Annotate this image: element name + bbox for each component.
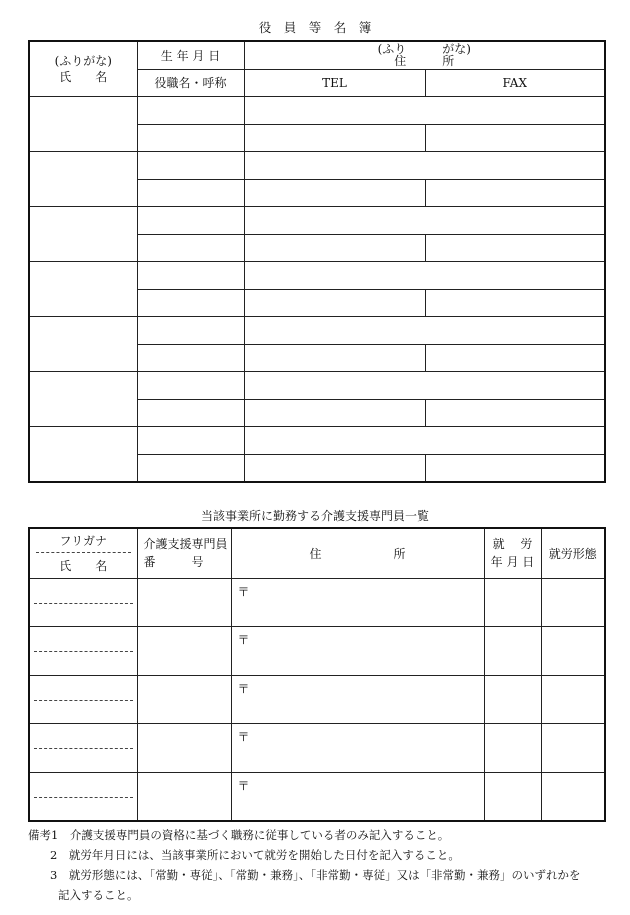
postal-mark-icon: 〒 bbox=[237, 681, 250, 696]
staff-name-cell[interactable] bbox=[29, 675, 137, 724]
header-address: 住 所 bbox=[394, 54, 455, 69]
note-1: 備考1 介護支援専門員の資格に基づく職務に従事している者のみ記入すること。 bbox=[28, 828, 450, 842]
officer-name-cell[interactable] bbox=[29, 317, 137, 372]
header-furigana-cell bbox=[29, 528, 137, 578]
officer-address-cell[interactable] bbox=[244, 427, 605, 455]
staff-name-cell[interactable] bbox=[29, 724, 137, 773]
staff-cm-number-cell[interactable] bbox=[137, 675, 231, 724]
officer-position-cell[interactable] bbox=[137, 289, 244, 317]
officer-birthdate-cell[interactable] bbox=[137, 317, 244, 345]
officer-position-cell[interactable] bbox=[137, 124, 244, 152]
officer-tel-cell[interactable] bbox=[244, 344, 425, 372]
officer-position-cell[interactable] bbox=[137, 454, 244, 482]
staff-employment-cell[interactable] bbox=[541, 724, 605, 773]
staff-name-cell[interactable] bbox=[29, 578, 137, 627]
furigana-divider bbox=[34, 724, 133, 749]
staff-address-cell[interactable] bbox=[231, 675, 484, 724]
staff-cm-number-cell[interactable] bbox=[137, 724, 231, 773]
officer-address-cell[interactable] bbox=[244, 262, 605, 290]
officer-name-cell[interactable] bbox=[29, 97, 137, 152]
officer-name-cell[interactable] bbox=[29, 262, 137, 317]
header-fax: FAX bbox=[425, 69, 605, 97]
officer-birthdate-cell[interactable] bbox=[137, 372, 244, 400]
officer-address-cell[interactable] bbox=[244, 372, 605, 400]
header-cm-line1: 介護支援専門員 bbox=[143, 537, 228, 552]
furigana-divider bbox=[34, 773, 133, 798]
officer-birthdate-cell[interactable] bbox=[137, 427, 244, 455]
staff-employment-cell[interactable] bbox=[541, 627, 605, 676]
officer-name-cell[interactable] bbox=[29, 152, 137, 207]
header-name-cell bbox=[29, 41, 137, 97]
officer-tel-cell[interactable] bbox=[244, 289, 425, 317]
header-cm-line2: 番 号 bbox=[143, 555, 204, 570]
postal-mark-icon: 〒 bbox=[237, 633, 250, 647]
header-position: 役職名・呼称 bbox=[137, 69, 244, 97]
officer-position-cell[interactable] bbox=[137, 344, 244, 372]
staff-cm-number-cell[interactable] bbox=[137, 627, 231, 676]
officers-table-title: 役 員 等 名 簿 bbox=[258, 20, 372, 35]
header-start-line1: 就 労 bbox=[492, 537, 533, 552]
note-3-cont: 記入すること。 bbox=[58, 888, 139, 902]
officer-fax-cell[interactable] bbox=[425, 234, 605, 262]
staff-address-cell[interactable] bbox=[231, 772, 484, 821]
officer-address-cell[interactable] bbox=[244, 207, 605, 235]
staff-name-cell[interactable] bbox=[29, 627, 137, 676]
staff-name-cell[interactable] bbox=[29, 772, 137, 821]
officer-name-cell[interactable] bbox=[29, 427, 137, 483]
officer-position-cell[interactable] bbox=[137, 179, 244, 207]
staff-start-date-cell[interactable] bbox=[484, 772, 541, 821]
postal-mark-icon: 〒 bbox=[237, 730, 250, 744]
staff-cm-number-cell[interactable] bbox=[137, 578, 231, 627]
officer-name-cell[interactable] bbox=[29, 207, 137, 262]
header-address-cell bbox=[244, 41, 605, 69]
officer-tel-cell[interactable] bbox=[244, 179, 425, 207]
staff-start-date-cell[interactable] bbox=[484, 578, 541, 627]
officer-fax-cell[interactable] bbox=[425, 344, 605, 372]
notes bbox=[28, 825, 618, 905]
staff-employment-cell[interactable] bbox=[541, 578, 605, 627]
officer-address-cell[interactable] bbox=[244, 97, 605, 125]
officer-birthdate-cell[interactable] bbox=[137, 97, 244, 125]
staff-employment-cell[interactable] bbox=[541, 772, 605, 821]
officer-fax-cell[interactable] bbox=[425, 124, 605, 152]
note-3: 3 就労形態には、「常勤・専従」、「常勤・兼務」、「非常勤・専従」又は「非常勤・兼務」のいずれかを bbox=[50, 868, 581, 882]
officer-tel-cell[interactable] bbox=[244, 124, 425, 152]
officer-fax-cell[interactable] bbox=[425, 399, 605, 427]
header-address-kana: (ふり がな) bbox=[377, 42, 471, 57]
furigana-divider bbox=[34, 579, 133, 604]
postal-mark-icon: 〒 bbox=[237, 778, 250, 793]
officer-fax-cell[interactable] bbox=[425, 454, 605, 482]
staff-address-cell[interactable] bbox=[231, 724, 484, 773]
header-employment-type: 就労形態 bbox=[541, 528, 605, 578]
officer-position-cell[interactable] bbox=[137, 234, 244, 262]
officer-fax-cell[interactable] bbox=[425, 179, 605, 207]
staff-start-date-cell[interactable] bbox=[484, 675, 541, 724]
header-name-kana: (ふりがな) bbox=[54, 54, 112, 68]
staff-employment-cell[interactable] bbox=[541, 675, 605, 724]
header-birthdate: 生 年 月 日 bbox=[137, 41, 244, 69]
officer-birthdate-cell[interactable] bbox=[137, 207, 244, 235]
furigana-divider bbox=[34, 627, 133, 652]
staff-start-date-cell[interactable] bbox=[484, 627, 541, 676]
header-name: 氏 名 bbox=[59, 70, 108, 84]
staff-start-date-cell[interactable] bbox=[484, 724, 541, 773]
officer-birthdate-cell[interactable] bbox=[137, 262, 244, 290]
officer-fax-cell[interactable] bbox=[425, 289, 605, 317]
staff-cm-number-cell[interactable] bbox=[137, 772, 231, 821]
note-2: 2 就労年月日には、当該事業所において就労を開始した日付を記入すること。 bbox=[50, 848, 460, 862]
header-start-line2: 年 月 日 bbox=[490, 555, 535, 570]
officer-address-cell[interactable] bbox=[244, 152, 605, 180]
header-tel: TEL bbox=[244, 69, 425, 97]
officer-position-cell[interactable] bbox=[137, 399, 244, 427]
header-start-date-cell bbox=[484, 528, 541, 578]
staff-address-cell[interactable] bbox=[231, 578, 484, 627]
officers-table bbox=[28, 40, 606, 483]
header-staff-name: 氏 名 bbox=[59, 559, 108, 574]
header-staff-address: 住 所 bbox=[231, 528, 484, 578]
staff-table-title: 当該事業所に勤務する介護支援専門員一覧 bbox=[200, 509, 429, 523]
officer-address-cell[interactable] bbox=[244, 317, 605, 345]
officer-tel-cell[interactable] bbox=[244, 399, 425, 427]
header-furigana: フリガナ bbox=[36, 532, 131, 553]
staff-table bbox=[28, 527, 606, 822]
postal-mark-icon: 〒 bbox=[237, 584, 250, 599]
officer-birthdate-cell[interactable] bbox=[137, 152, 244, 180]
header-cm-number-cell bbox=[137, 528, 231, 578]
officer-tel-cell[interactable] bbox=[244, 234, 425, 262]
staff-address-cell[interactable] bbox=[231, 627, 484, 676]
officer-tel-cell[interactable] bbox=[244, 454, 425, 482]
furigana-divider bbox=[34, 676, 133, 701]
officer-name-cell[interactable] bbox=[29, 372, 137, 427]
